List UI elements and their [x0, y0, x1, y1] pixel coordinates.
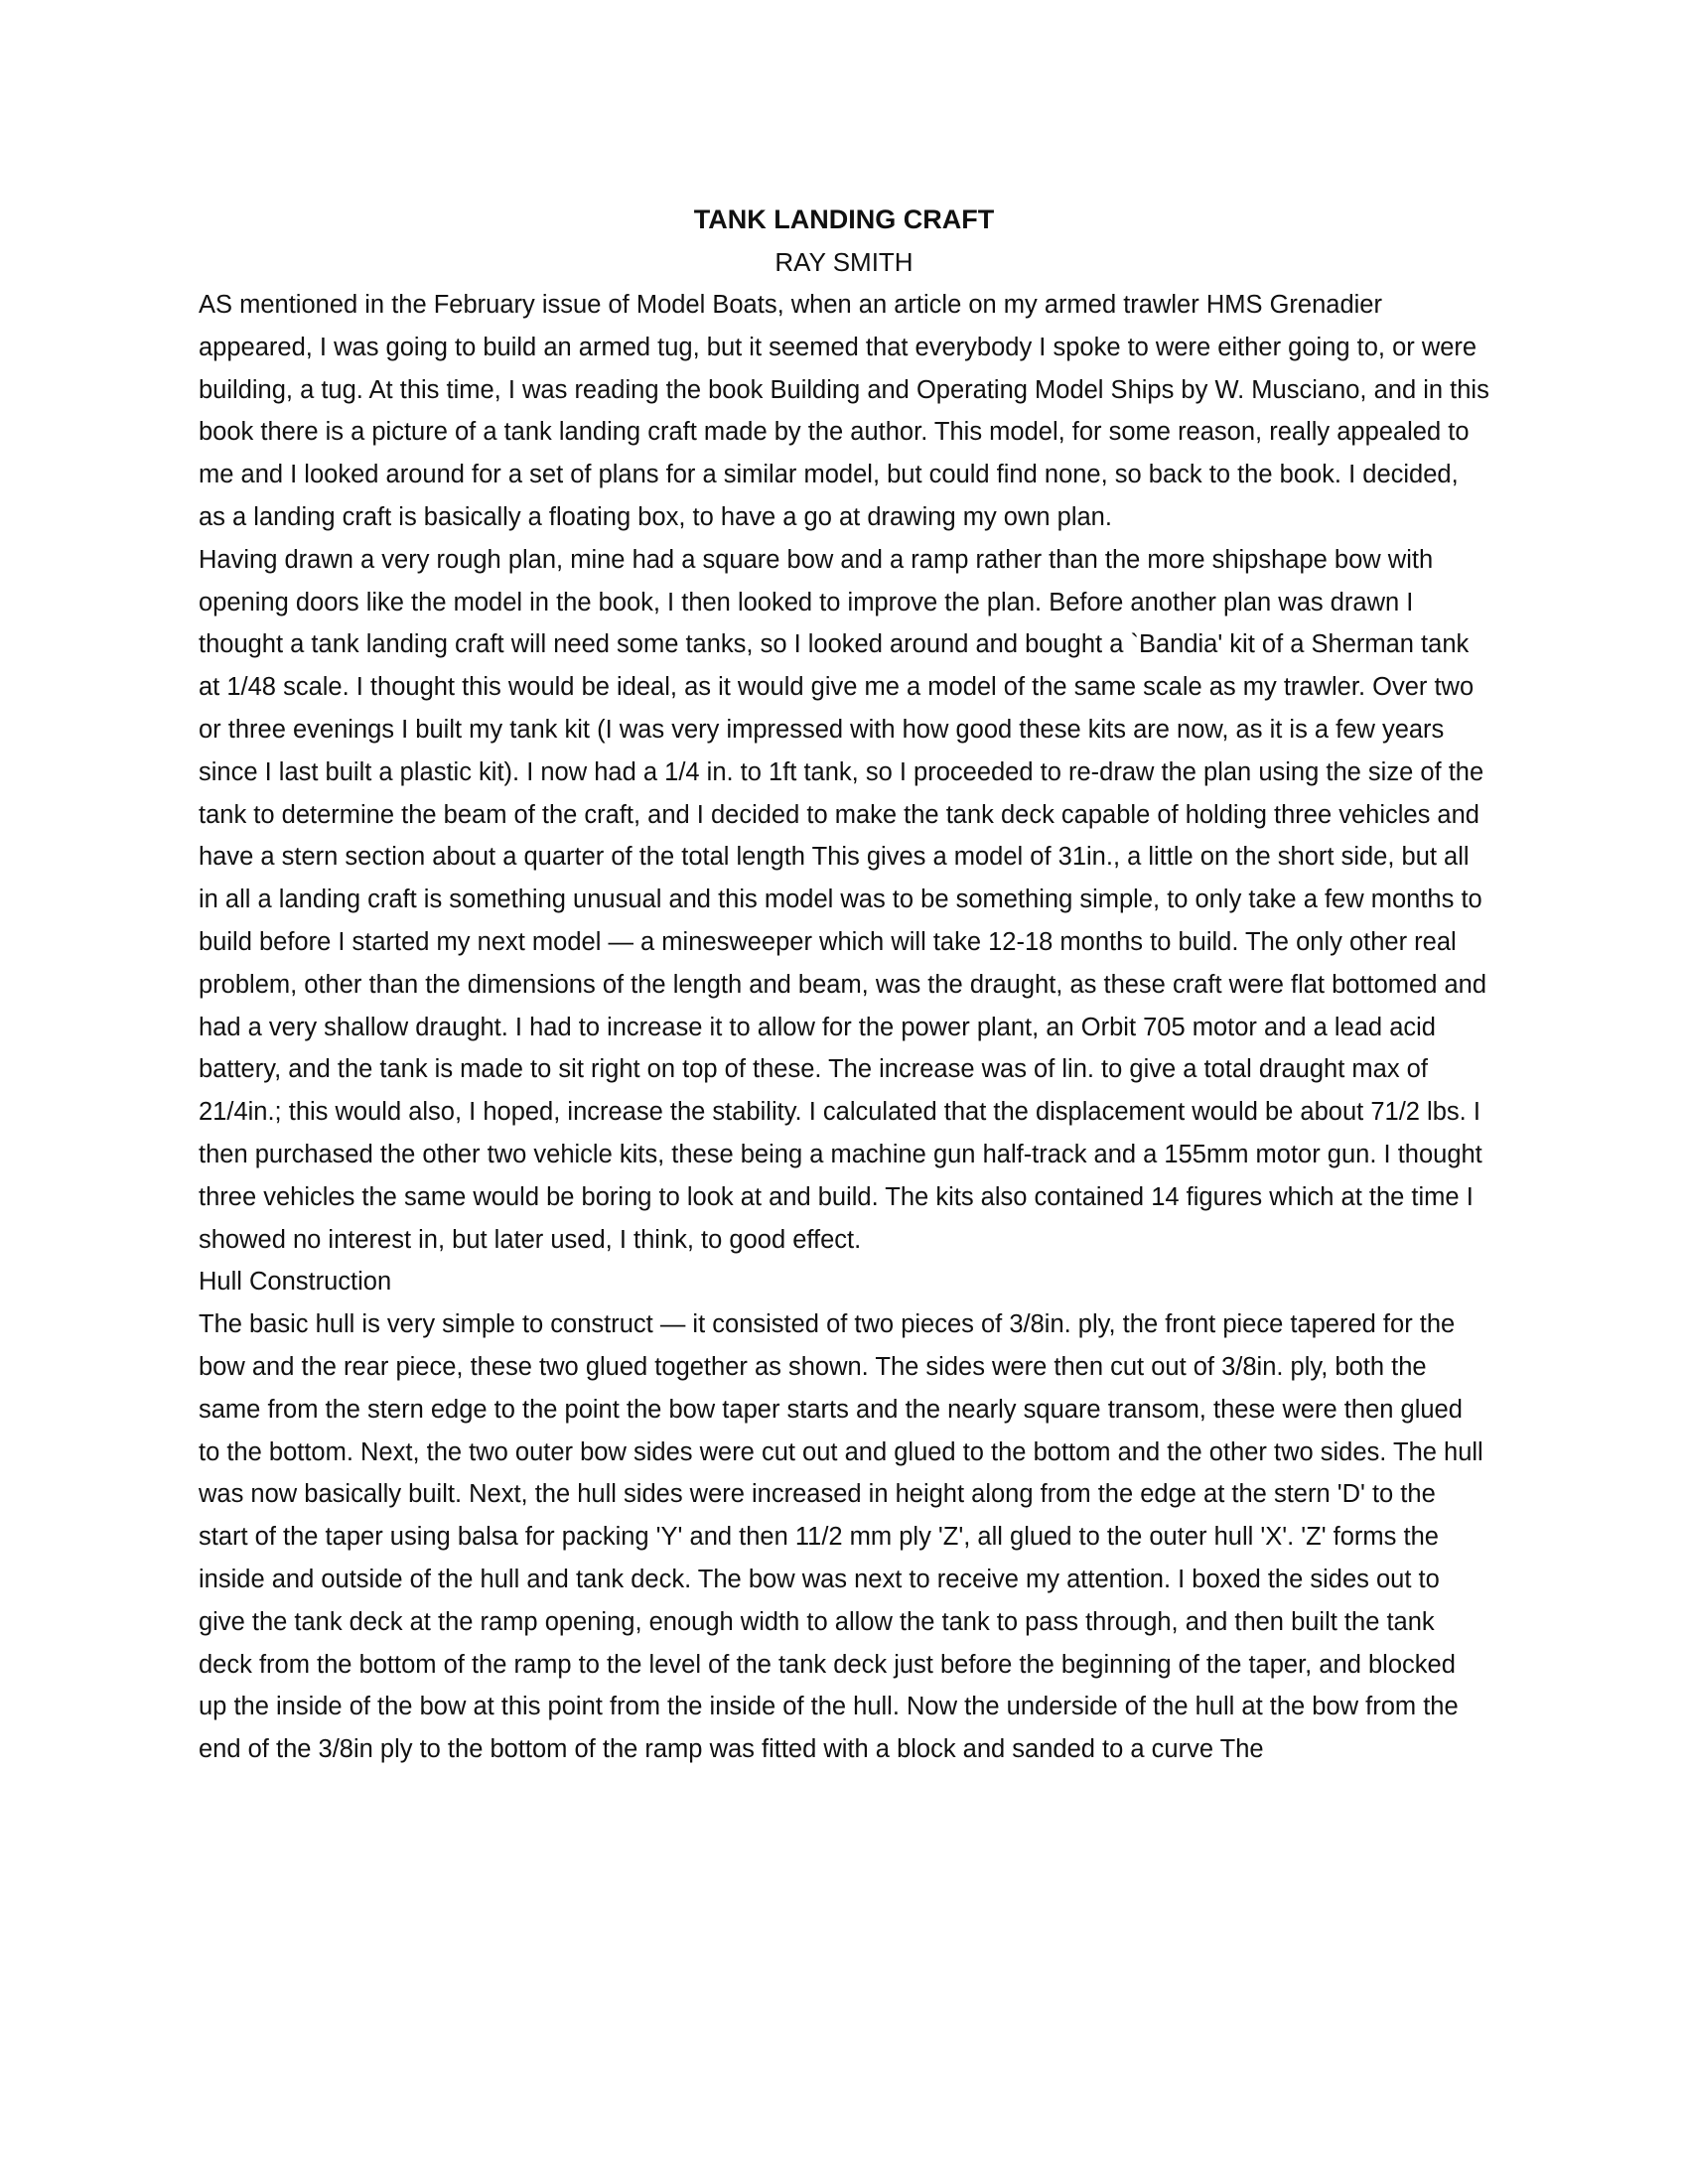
paragraph-hull-construction: The basic hull is very simple to construct — it consisted of two pieces of 3/8in. ply, the front piece tapered for the bow and the rear piece, these two glued together as shown. The sides were then cut out of 3/8in. ply, both the same from the stern edge to the point the bow taper starts and the nearly square transom, these were then glued to the bottom. Next, the two outer bow sides were cut out and glued to the bottom and the other two sides. The hull was now basically built. Next, the hull sides were increased in height along from the edge at the stern 'D' to the start of the taper using balsa for packing 'Y' and then 11/2 mm ply 'Z', all glued to the outer hull 'X'. 'Z' forms the inside and outside of the hull and tank deck. The bow was next to receive my attention. I boxed the sides out to give the tank deck at the ramp opening, enough width to allow the tank to pass through, and then built the tank deck from the bottom of the ramp to the level of the tank deck just before the beginning of the taper, and blocked up the inside of the bow at this point from the inside of the hull. Now the underside of the hull at the bow from the end of the 3/8in ply to the bottom of the ramp was fitted with a block and sanded to a curve The: [199, 1310, 1483, 1764]
paragraph-plan: Having drawn a very rough plan, mine had a square bow and a ramp rather than the more shipshape bow with opening doors like the model in the book, I then looked to improve the plan. Before another plan was drawn I thought a tank landing craft will need some tanks, so I looked around and bought a `Bandia' kit of a Sherman tank at 1/48 scale. I thought this would be ideal, as it would give me a model of the same scale as my trawler. Over two or three evenings I built my tank kit (I was very impressed with how good these kits are now, as it is a few years since I last built a plastic kit). I now had a 1/4 in. to 1ft tank, so I proceeded to re-draw the plan using the size of the tank to determine the beam of the craft, and I decided to make the tank deck capable of holding three vehicles and have a stern section about a quarter of the total length This gives a model of 31in., a little on the short side, but all in all a landing craft is something unusual and this model was to be something simple, to only take a few months to build before I started my next model — a minesweeper which will take 12-18 months to build. The only other real problem, other than the dimensions of the length and beam, was the draught, as these craft were flat bottomed and had a very shallow draught. I had to increase it to allow for the power plant, an Orbit 705 motor and a lead acid battery, and the tank is made to sit right on top of these. The increase was of lin. to give a total draught max of 21/4in.; this would also, I hoped, increase the stability. I calculated that the displacement would be about 71/2 lbs. I then purchased the other two vehicle kits, these being a machine gun half-track and a 155mm motor gun. I thought three vehicles the same would be boring to look at and build. The kits also contained 14 figures which at the time I showed no interest in, but later used, I think, to good effect.: [199, 545, 1487, 1254]
paragraph-intro: AS mentioned in the February issue of Model Boats, when an article on my armed trawler HMS Grenadier appeared, I was going to build an armed tug, but it seemed that everybody I spoke to were either going to, or were building, a tug. At this time, I was reading the book Building and Operating Model Ships by W. Musciano, and in this book there is a picture of a tank landing craft made by the author. This model, for some reason, really appealed to me and I looked around for a set of plans for a similar model, but could find none, so back to the book. I decided, as a landing craft is basically a floating box, to have a go at drawing my own plan.: [199, 291, 1489, 531]
document-body: [199, 199, 1489, 1771]
document-title: TANK LANDING CRAFT: [693, 205, 995, 234]
section-heading: Hull Construction: [199, 1268, 392, 1297]
document-author: RAY SMITH: [774, 247, 914, 277]
